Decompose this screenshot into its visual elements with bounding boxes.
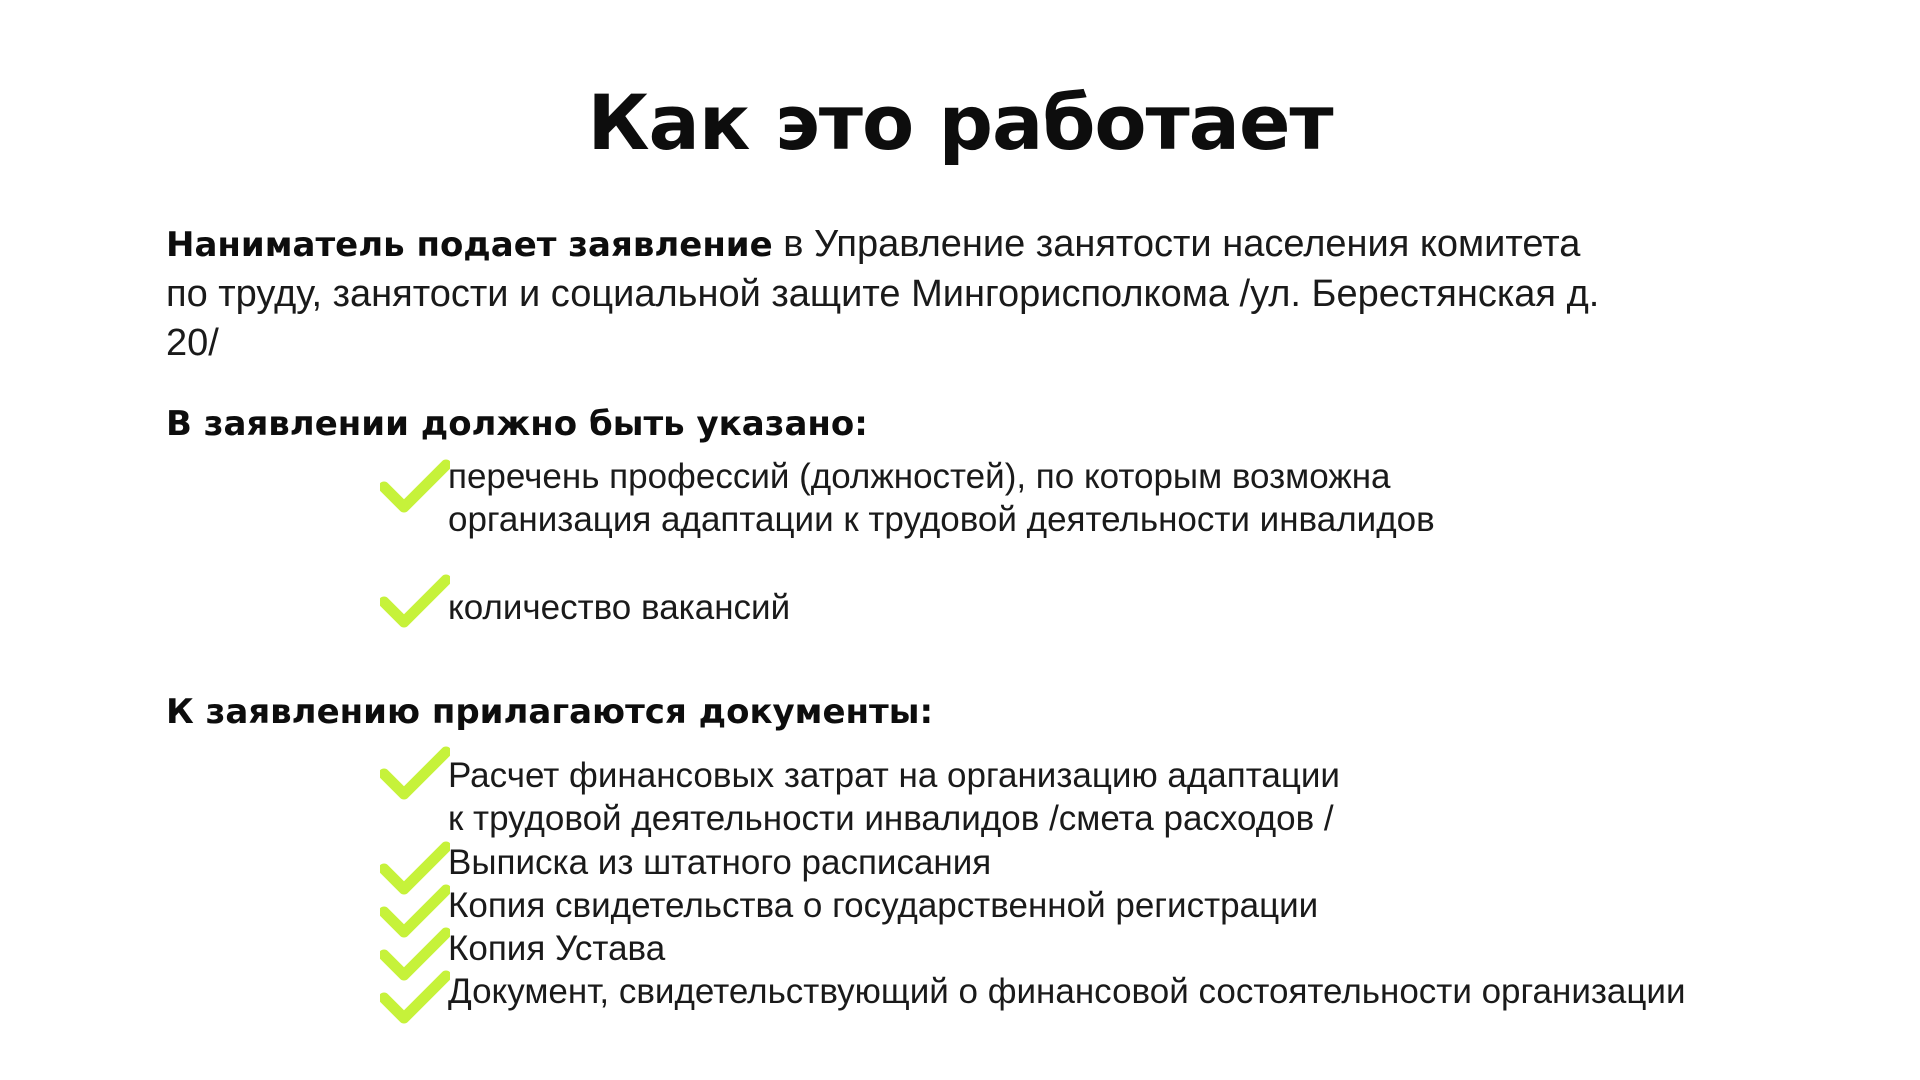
- attached-item-line-1: Копия Устава: [448, 929, 666, 968]
- attached-section-heading: К заявлению прилагаются документы:: [166, 692, 934, 732]
- attached-item-line-1: Документ, свидетельствующий о финансовой состоятельности организации: [448, 972, 1686, 1011]
- intro-paragraph: [166, 220, 1616, 368]
- attached-item-text: [448, 841, 991, 884]
- attached-item-line-1: Расчет финансовых затрат на организацию адаптации: [448, 756, 1340, 795]
- required-item-line-2: организация адаптации к трудовой деятельности инвалидов: [448, 500, 1435, 539]
- attached-item-line-1: Выписка из штатного расписания: [448, 843, 992, 882]
- attached-item-text: [448, 970, 1686, 1013]
- required-section-heading: В заявлении должно быть указано:: [166, 404, 868, 444]
- attached-item-text: [448, 884, 1318, 927]
- attached-item-line-2: к трудовой деятельности инвалидов /смета расходов /: [448, 799, 1334, 838]
- attached-item-text: [448, 754, 1340, 840]
- required-item-text: [448, 455, 1435, 541]
- intro-bold-text: Наниматель подает заявление: [166, 225, 773, 265]
- intro-rest-text: в Управление занятости населения комитета по труду, занятости и социальной защите Мингорисполкома /ул. Берестянская д. 20/: [166, 223, 1600, 364]
- check-mark-icon: [380, 574, 450, 630]
- required-item-line-1: перечень профессий (должностей), по которым возможна: [448, 457, 1391, 496]
- attached-item-line-1: Копия свидетельства о государственной регистрации: [448, 886, 1319, 925]
- required-item-text: [448, 586, 790, 629]
- attached-item-text: [448, 927, 665, 970]
- check-mark-icon: [380, 970, 450, 1026]
- required-item-line-1: количество вакансий: [448, 588, 791, 627]
- check-mark-icon: [380, 746, 450, 802]
- page-title: Как это работает: [587, 78, 1333, 167]
- check-mark-icon: [380, 459, 450, 515]
